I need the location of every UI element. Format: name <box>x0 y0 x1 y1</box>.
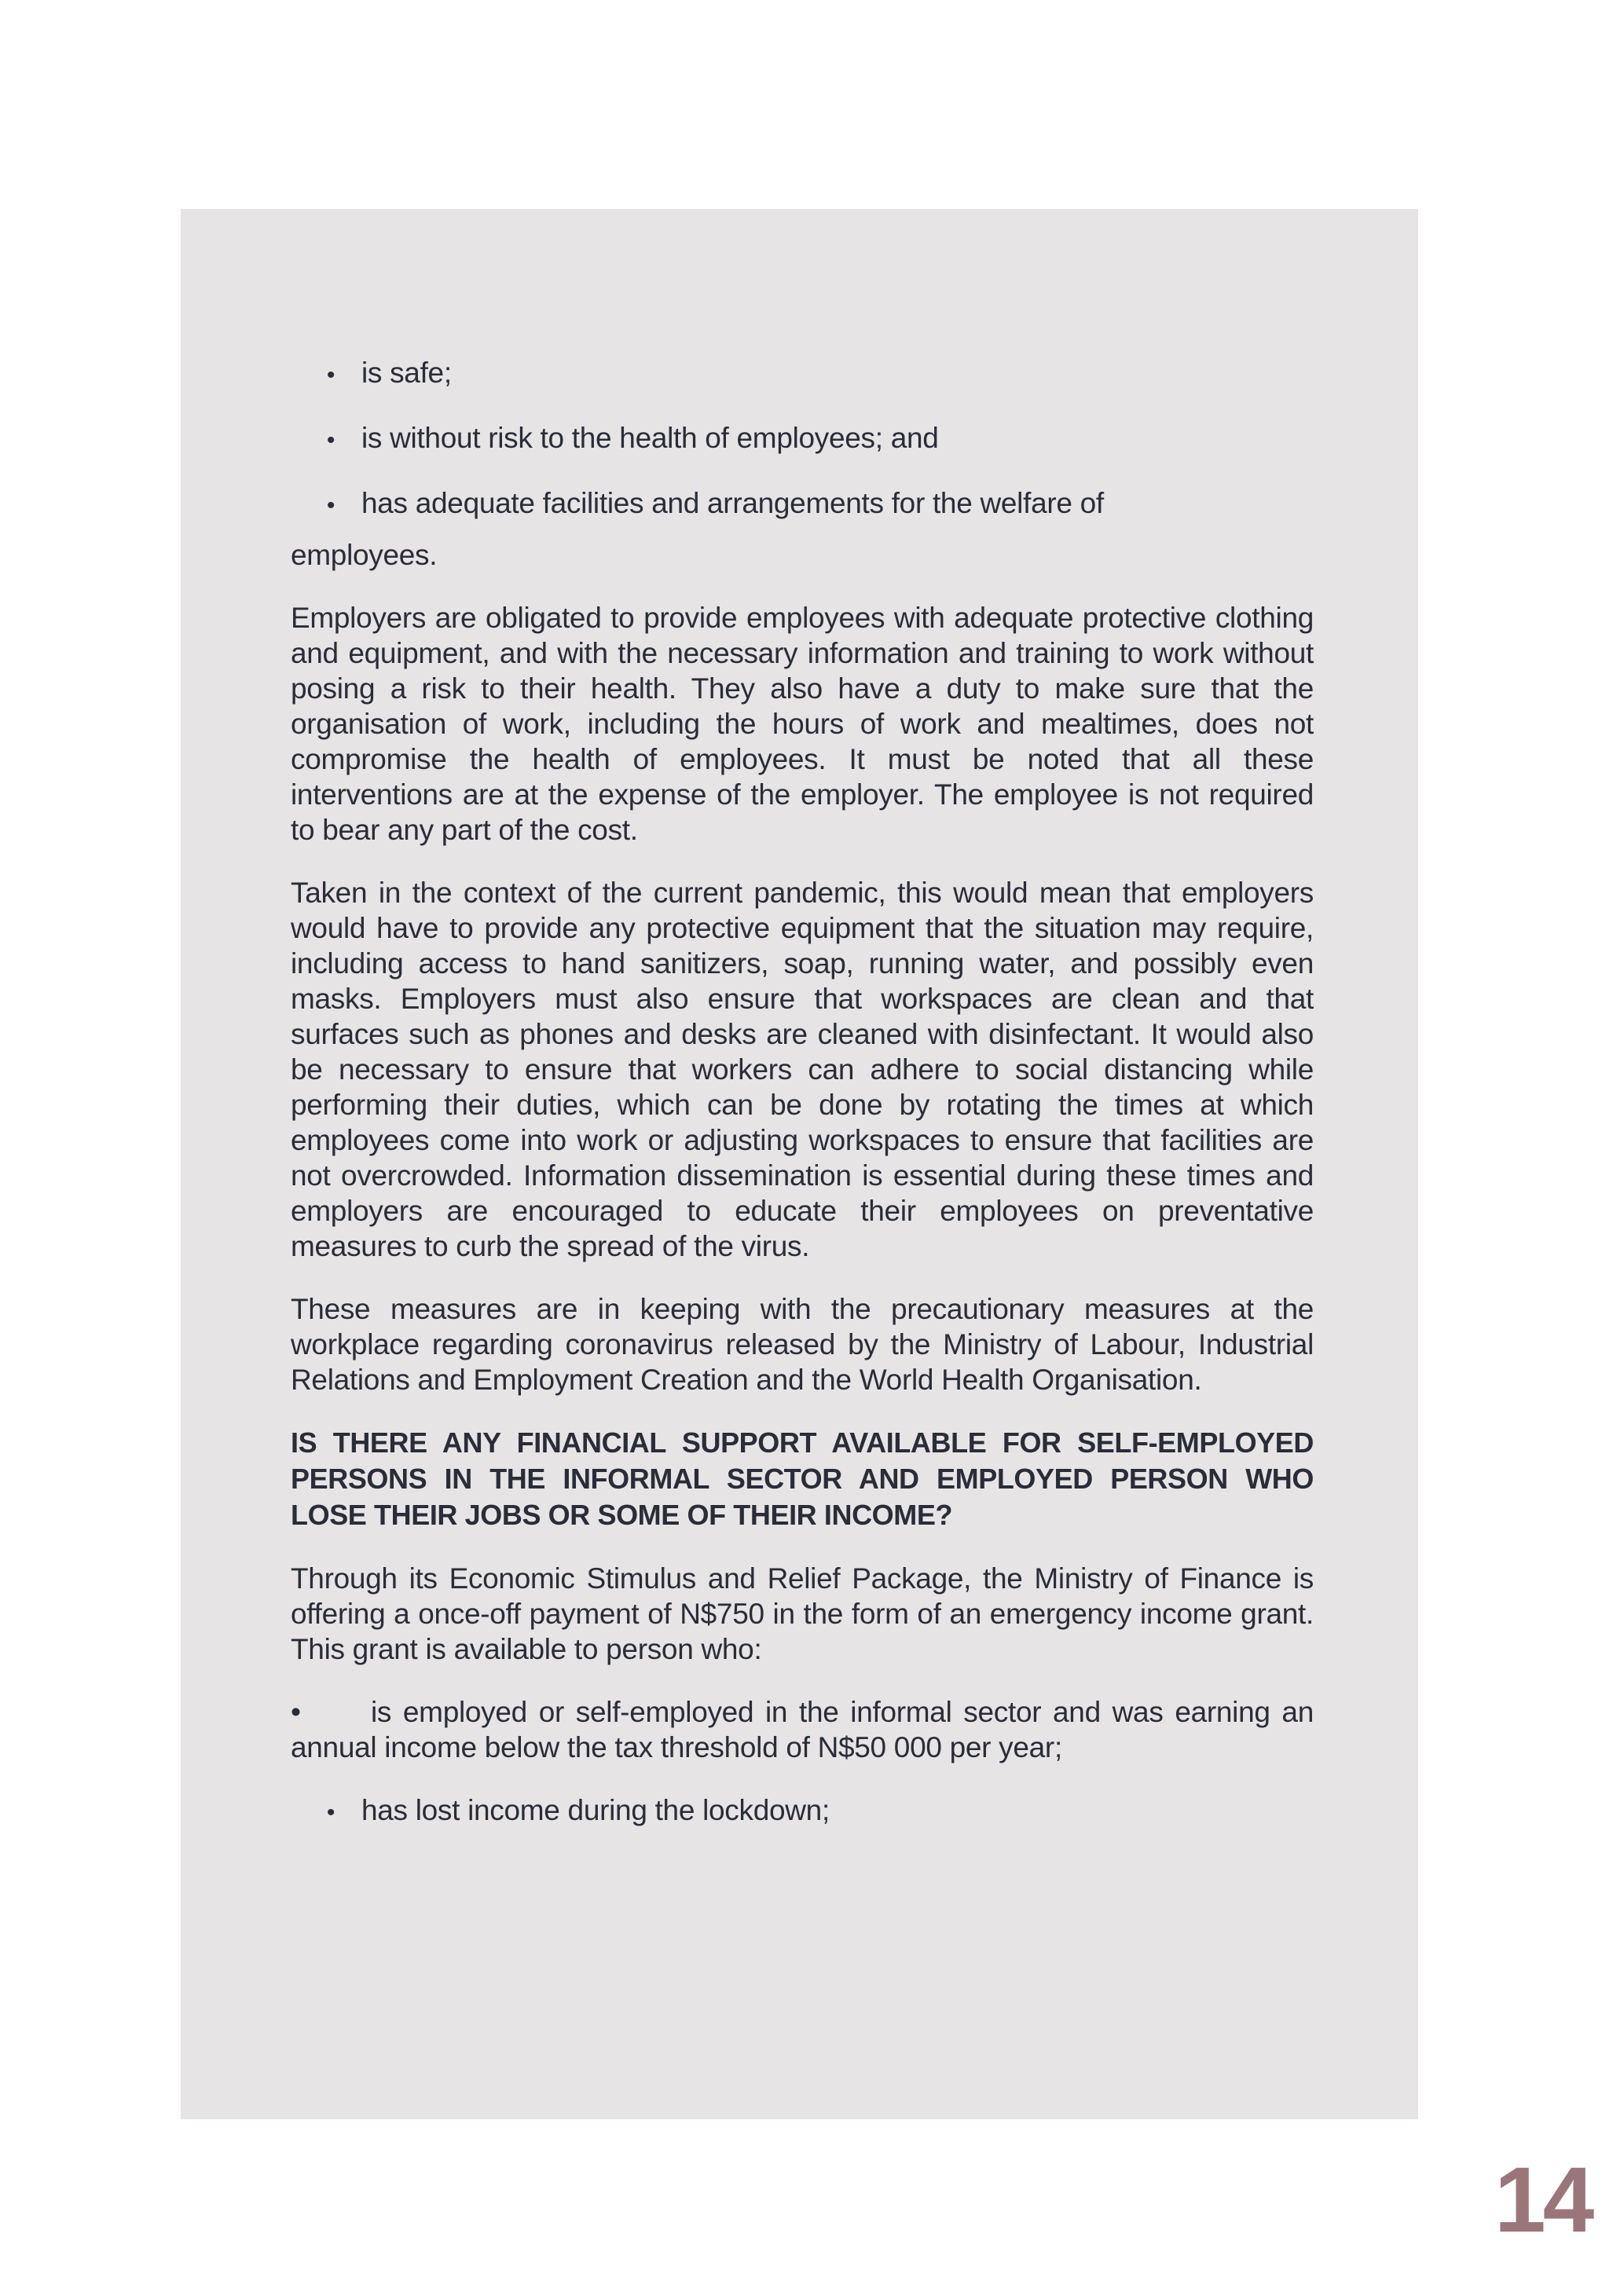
bullet-icon: • <box>291 1696 301 1728</box>
list-item <box>300 1792 1314 1830</box>
list-item-continuation: employees. <box>291 539 438 571</box>
list-item <box>291 1694 1314 1765</box>
list-item-text: is safe; <box>361 357 452 389</box>
section-heading: IS THERE ANY FINANCIAL SUPPORT AVAILABLE FOR SELF-EMPLOYED PERSONS IN THE INFORMAL SECTOR AND EMPLOYED PERSON WHO LOSE THEIR JOBS OR SOME OF THEIR INCOME? <box>291 1426 1314 1531</box>
bullet-icon: • <box>326 493 335 518</box>
list-item-text: has adequate facilities and arrangements for the welfare of <box>361 487 1104 519</box>
bullet-icon: • <box>326 1800 335 1825</box>
list-item-text: has lost income during the lockdown; <box>361 1794 830 1826</box>
list-item <box>300 355 1314 393</box>
paragraph: Taken in the context of the current pandemic, this would mean that employers would have to provide any protective equipment that the situation may require, including access to hand sanitizers, soap, running water, and possibly even masks. Employers must also ensure that workspaces are clean and that surfaces such as phones and desks are cleaned with disinfectant. It would also be necessary to ensure that workers can adhere to social distancing while performing their duties, which can be done by rotating the times at which employees come into work or adjusting workspaces to ensure that facilities are not overcrowded. Information dissemination is essential during these times and employers are encouraged to educate their employees on preventative measures to curb the spread of the virus. <box>291 877 1314 1262</box>
paragraph: These measures are in keeping with the precautionary measures at the workplace regarding coronavirus released by the Ministry of Labour, Industrial Relations and Employment Creation and the World Health Organisation. <box>291 1293 1314 1396</box>
paragraph: Employers are obligated to provide employees with adequate protective clothing and equipment, and with the necessary information and training to work without posing a risk to their health. They also have a duty to make sure that the organisation of work, including the hours of work and mealtimes, does not compromise the health of employees. It must be noted that all these interventions are at the expense of the employer. The employee is not required to bear any part of the cost. <box>291 602 1314 846</box>
list-item-text: is without risk to the health of employees; and <box>361 422 939 454</box>
bullet-icon: • <box>326 427 335 453</box>
list-item <box>300 420 1314 458</box>
paragraph: Through its Economic Stimulus and Relief Package, the Ministry of Finance is offering a once-off payment of N$750 in the form of an emergency income grant. This grant is available to person who: <box>291 1562 1314 1665</box>
list-item <box>300 485 1314 523</box>
page-number: 14 <box>1494 2148 1592 2252</box>
document-body <box>291 355 1314 1858</box>
list-item-text: is employed or self-employed in the informal sector and was earning an annual income below the tax threshold of N$50 000 per year; <box>291 1696 1314 1763</box>
bullet-icon: • <box>326 362 335 388</box>
